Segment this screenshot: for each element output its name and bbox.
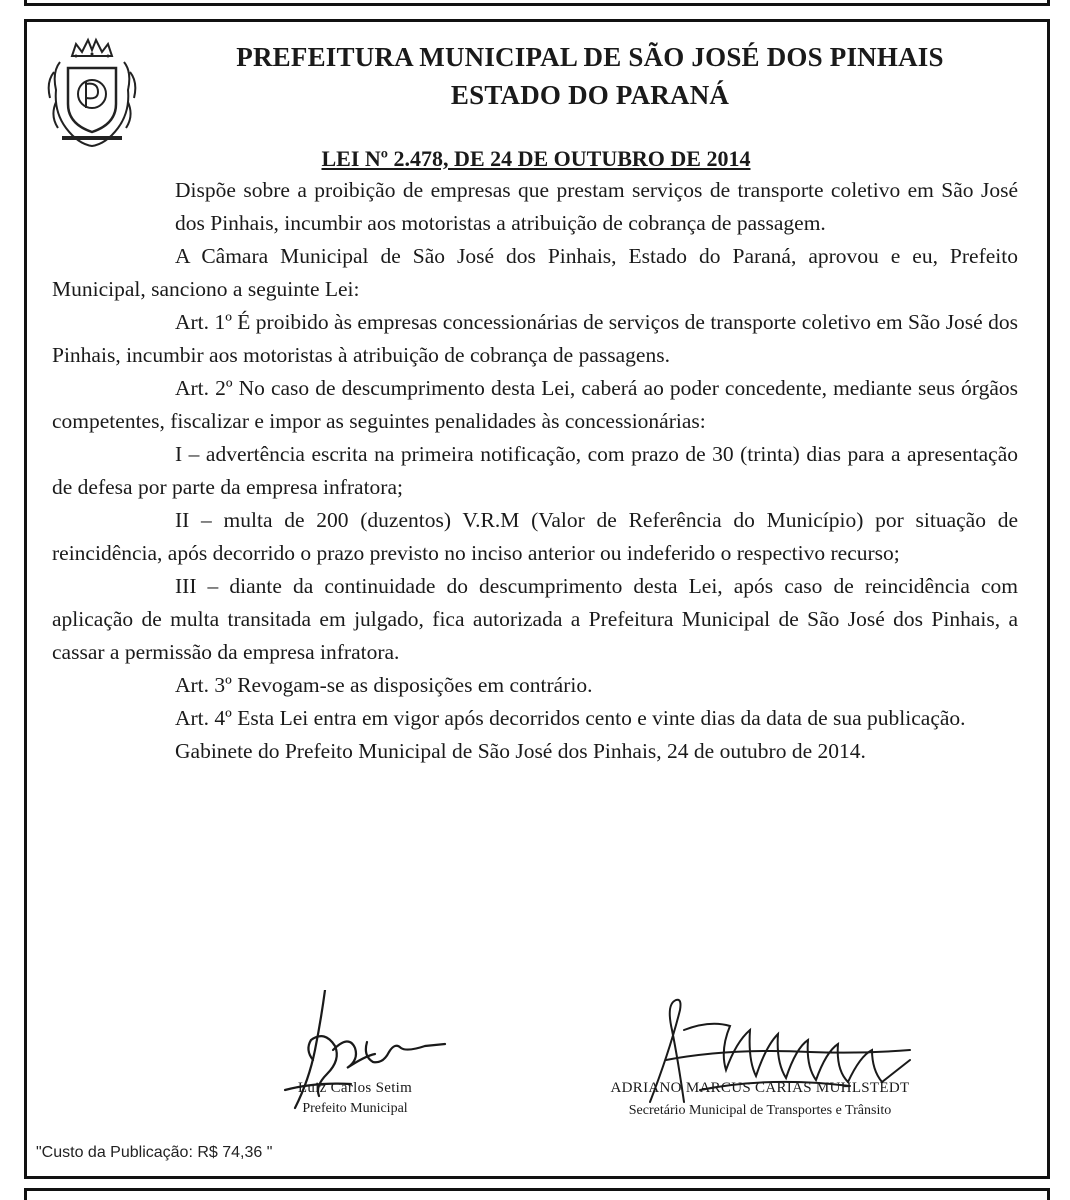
inciso-2: II – multa de 200 (duzentos) V.R.M (Valor de Referência do Município) por situação de reincidência, após decorrido o prazo previsto no inciso anterior ou indeferido o respectivo recurso; (52, 508, 1018, 565)
mayor-role: Prefeito Municipal (302, 1101, 408, 1116)
law-preamble: A Câmara Municipal de São José dos Pinhais, Estado do Paraná, aprovou e eu, Prefeito Municipal, sanciono a seguinte Lei: (52, 244, 1018, 301)
law-ementa: Dispõe sobre a proibição de empresas que prestam serviços de transporte coletivo em São José dos Pinhais, incumbir aos motoristas a atribuição de cobrança de passagem. (175, 178, 1018, 235)
article-3: Art. 3º Revogam-se as disposições em contrário. (175, 673, 593, 697)
closing-statement: Gabinete do Prefeito Municipal de São José dos Pinhais, 24 de outubro de 2014. (175, 739, 866, 763)
document-header (160, 38, 1020, 114)
article-2: Art. 2º No caso de descumprimento desta Lei, caberá ao poder concedente, mediante seus órgãos competentes, fiscalizar e impor as seguintes penalidades às concessionárias: (52, 376, 1018, 433)
top-rule (24, 0, 1050, 6)
inciso-1: I – advertência escrita na primeira notificação, com prazo de 30 (trinta) dias para a apresentação de defesa por parte da empresa infratora; (52, 442, 1018, 499)
article-4: Art. 4º Esta Lei entra em vigor após decorridos cento e vinte dias da data de sua publicação. (175, 706, 966, 730)
secretary-signature-icon (610, 990, 930, 1120)
secretary-role: Secretário Municipal de Transportes e Trânsito (628, 1103, 892, 1118)
inciso-3: III – diante da continuidade do descumprimento desta Lei, após caso de reincidência com aplicação de multa transitada em julgado, fica autorizada a Prefeitura Municipal de São José dos Pinhais, a cassar a permissão da empresa infratora. (52, 574, 1018, 664)
law-title: LEI Nº 2.478, DE 24 DE OUTUBRO DE 2014 (321, 146, 751, 171)
bottom-rule (24, 1188, 1050, 1200)
publication-cost: "Custo da Publicação: R$ 74,36 " (36, 1144, 273, 1161)
law-body (52, 174, 1018, 768)
header-line-2: ESTADO DO PARANÁ (450, 80, 730, 110)
signatures (0, 990, 1070, 1150)
article-1: Art. 1º É proibido às empresas concessionárias de serviços de transporte coletivo em São José dos Pinhais, incumbir aos motoristas à atribuição de cobrança de passagens. (52, 310, 1018, 367)
mayor-name: Luiz Carlos Setim (297, 1080, 413, 1096)
header-line-1: PREFEITURA MUNICIPAL DE SÃO JOSÉ DOS PINHAIS (236, 42, 944, 72)
secretary-name: ADRIANO MARCUS CARIAS MUHLSTEDT (610, 1080, 910, 1096)
municipal-coat-of-arms-icon (42, 32, 142, 150)
